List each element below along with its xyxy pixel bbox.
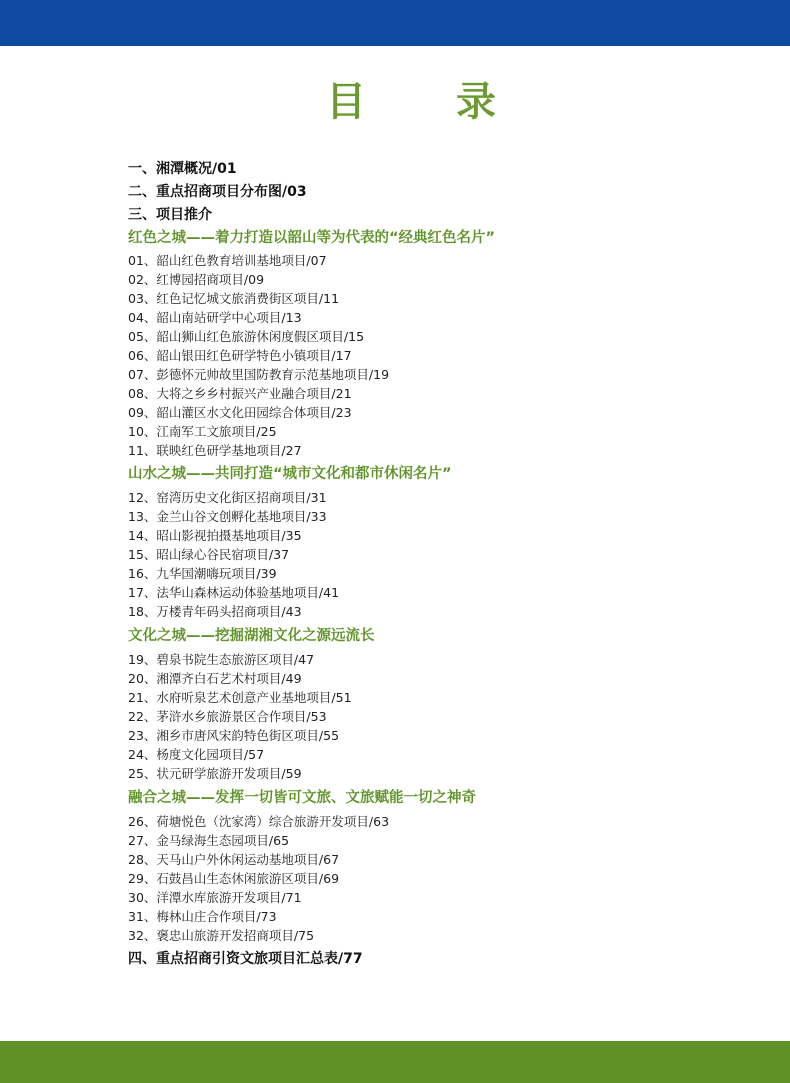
toc-item[interactable]: 24、杨度文化园项目/57 xyxy=(128,747,265,762)
title-char-2: 录 xyxy=(456,79,496,125)
bottom-green-banner xyxy=(0,1041,790,1083)
toc-theme-heading[interactable]: 红色之城——着力打造以韶山等为代表的“经典红色名片” xyxy=(128,230,496,246)
toc-item[interactable]: 19、碧泉书院生态旅游区项目/47 xyxy=(128,652,315,667)
toc-item[interactable]: 20、湘潭齐白石艺术村项目/49 xyxy=(128,671,302,686)
toc-section[interactable]: 二、重点招商项目分布图/03 xyxy=(128,184,307,200)
toc-item[interactable]: 05、韶山狮山红色旅游休闲度假区项目/15 xyxy=(128,329,365,344)
toc-item[interactable]: 25、状元研学旅游开发项目/59 xyxy=(128,766,302,781)
toc-section[interactable]: 四、重点招商引资文旅项目汇总表/77 xyxy=(128,951,363,967)
toc-item[interactable]: 12、窑湾历史文化街区招商项目/31 xyxy=(128,490,327,505)
toc-item[interactable]: 16、九华国潮嗨玩项目/39 xyxy=(128,566,277,581)
toc-item[interactable]: 02、红博园招商项目/09 xyxy=(128,272,265,287)
toc-item[interactable]: 06、韶山银田红色研学特色小镇项目/17 xyxy=(128,348,352,363)
toc-item[interactable]: 27、金马绿海生态园项目/65 xyxy=(128,833,290,848)
toc-section[interactable]: 一、湘潭概况/01 xyxy=(128,161,237,177)
toc-item[interactable]: 30、洋潭水库旅游开发项目/71 xyxy=(128,890,302,905)
toc-item[interactable]: 13、金兰山谷文创孵化基地项目/33 xyxy=(128,509,327,524)
toc-item[interactable]: 15、昭山绿心谷民宿项目/37 xyxy=(128,547,290,562)
title-char-1: 目 xyxy=(326,79,366,125)
toc-item[interactable]: 14、昭山影视拍摄基地项目/35 xyxy=(128,528,302,543)
page-title xyxy=(0,70,790,130)
toc-item[interactable]: 18、万楼青年码头招商项目/43 xyxy=(128,604,302,619)
toc-item[interactable]: 09、韶山灌区水文化田园综合体项目/23 xyxy=(128,405,352,420)
toc-item[interactable]: 31、梅林山庄合作项目/73 xyxy=(128,909,277,924)
toc-item[interactable]: 07、彭德怀元帅故里国防教育示范基地项目/19 xyxy=(128,367,390,382)
toc-item[interactable]: 04、韶山南站研学中心项目/13 xyxy=(128,310,302,325)
toc-item[interactable]: 11、联映红色研学基地项目/27 xyxy=(128,443,302,458)
toc-item[interactable]: 10、江南军工文旅项目/25 xyxy=(128,424,277,439)
toc-item[interactable]: 22、茅浒水乡旅游景区合作项目/53 xyxy=(128,709,327,724)
top-blue-banner xyxy=(0,0,790,46)
toc-item[interactable]: 26、荷塘悦色（沈家湾）综合旅游开发项目/63 xyxy=(128,814,390,829)
toc-item[interactable]: 32、褒忠山旅游开发招商项目/75 xyxy=(128,928,315,943)
toc-item[interactable]: 21、水府听泉艺术创意产业基地项目/51 xyxy=(128,690,352,705)
toc-item[interactable]: 08、大将之乡乡村振兴产业融合项目/21 xyxy=(128,386,352,401)
toc-item[interactable]: 28、天马山户外休闲运动基地项目/67 xyxy=(128,852,340,867)
toc-item[interactable]: 03、红色记忆城文旅消费街区项目/11 xyxy=(128,291,340,306)
toc-theme-heading[interactable]: 文化之城——挖掘湖湘文化之源远流长 xyxy=(128,628,375,644)
toc-section[interactable]: 三、项目推介 xyxy=(128,207,212,223)
toc-item[interactable]: 17、法华山森林运动体验基地项目/41 xyxy=(128,585,340,600)
toc-item[interactable]: 01、韶山红色教育培训基地项目/07 xyxy=(128,253,327,268)
toc-theme-heading[interactable]: 山水之城——共同打造“城市文化和都市休闲名片” xyxy=(128,466,452,482)
toc-item[interactable]: 23、湘乡市唐风宋韵特色街区项目/55 xyxy=(128,728,340,743)
toc-theme-heading[interactable]: 融合之城——发挥一切皆可文旅、文旅赋能一切之神奇 xyxy=(128,790,476,806)
toc-item[interactable]: 29、石鼓昌山生态休闲旅游区项目/69 xyxy=(128,871,340,886)
